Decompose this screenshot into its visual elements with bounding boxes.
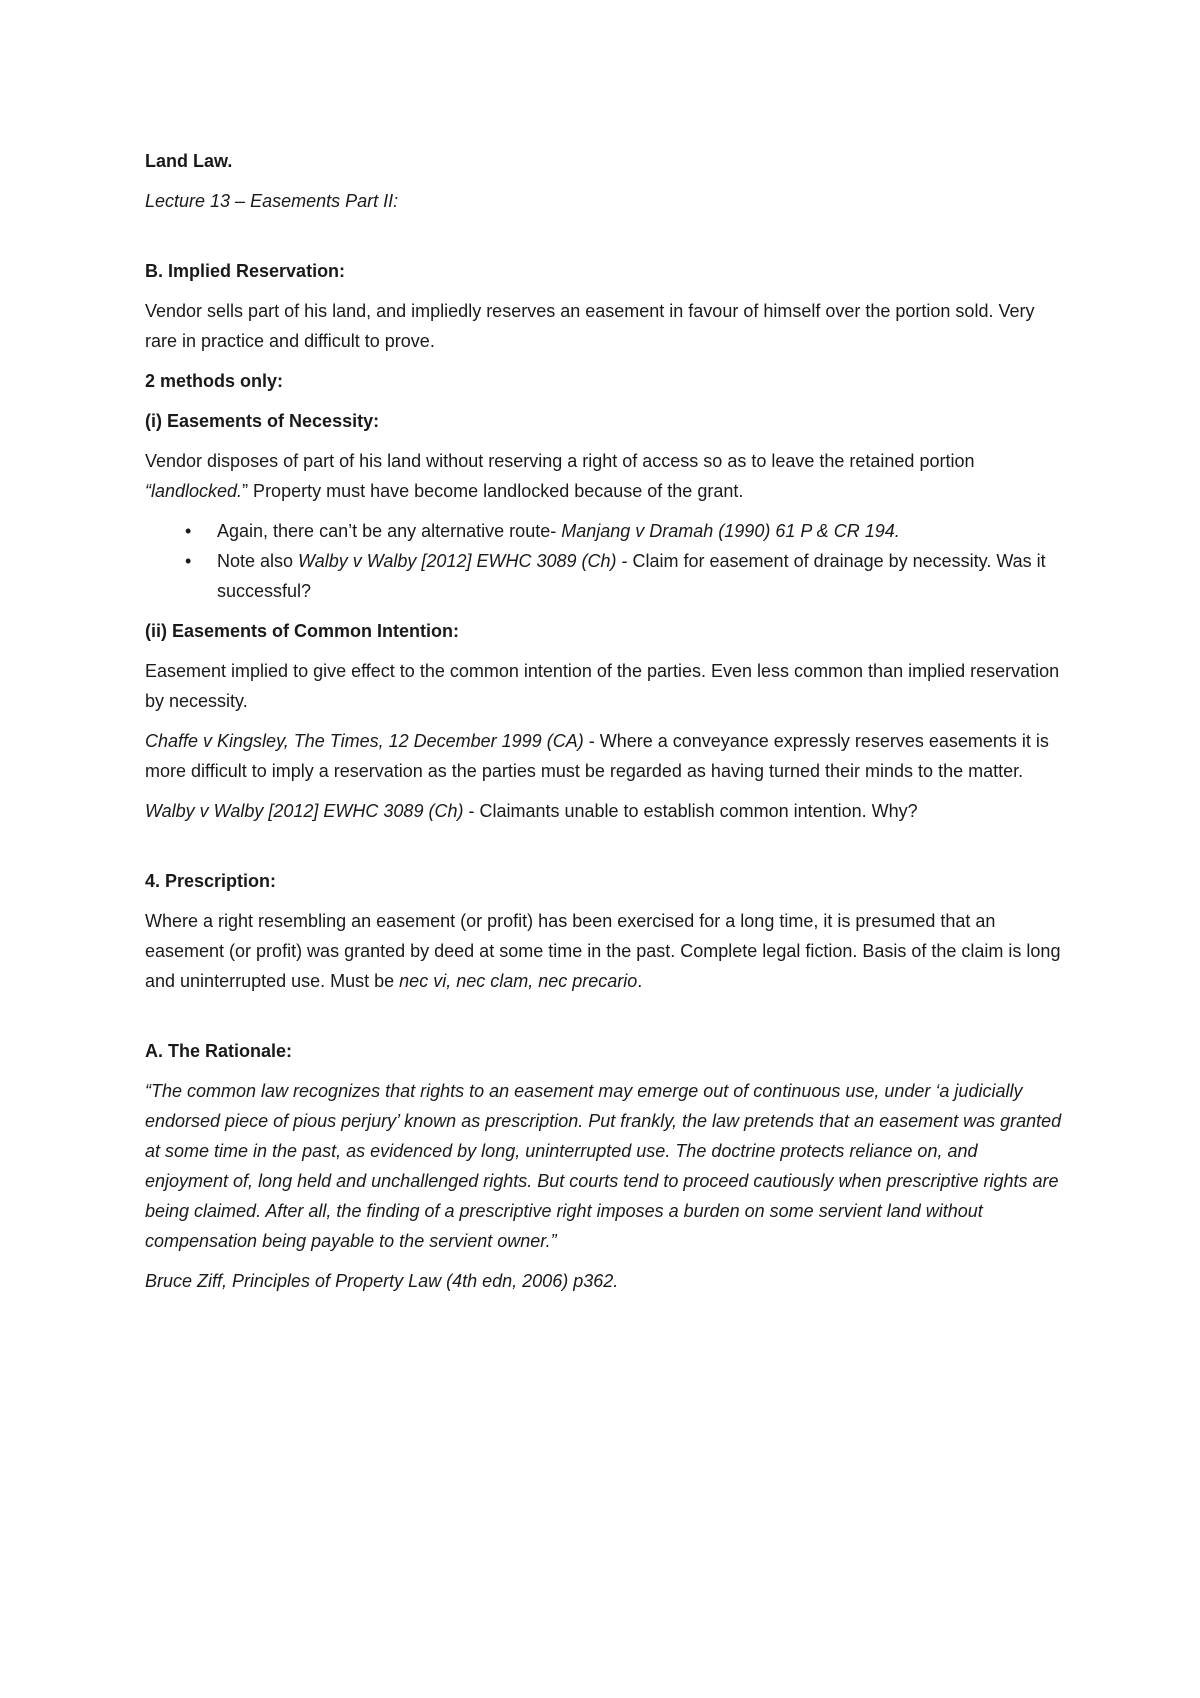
bullet-text: Note also [217, 551, 299, 571]
document-title: Land Law. [145, 151, 233, 171]
prescription-text-b: . [637, 971, 643, 991]
bullet-text: Again, there can’t be any alternative route- [217, 521, 562, 541]
prescription-paragraph [145, 906, 1065, 996]
necessity-paragraph [145, 446, 1065, 506]
list-item [145, 516, 1065, 546]
case-summary: - Claimants unable to establish common intention. Why? [463, 801, 918, 821]
prescription-text-a: Where a right resembling an easement (or profit) has been exercised for a long time, it is presumed that an easement (or profit) was granted by deed at some time in the past. Complete legal fiction. Basis of the claim is long and uninterrupted use. Must be [145, 911, 1061, 991]
list-item [145, 546, 1065, 606]
rationale-quote: “The common law recognizes that rights to an easement may emerge out of continuous use, under ‘a judicially endorsed piece of pious perjury’ known as prescription. Put frankly, the law pretends that an easement was granted at some time in the past, as evidenced by long, uninterrupted use. The doctrine protects reliance on, and enjoyment of, long held and unchallenged rights. But courts tend to proceed cautiously when prescriptive rights are being claimed. After all, the finding of a prescriptive right imposes a burden on some servient land without compensation being payable to the servient owner.” [145, 1081, 1062, 1251]
necessity-text-landlocked: “landlocked. [145, 481, 243, 501]
necessity-heading: (i) Easements of Necessity: [145, 411, 380, 431]
case-citation: Chaffe v Kingsley, The Times, 12 December 1999 (CA) [145, 731, 584, 751]
case-citation: Manjang v Dramah (1990) 61 P & CR 194. [561, 521, 900, 541]
bullet-icon: • [185, 521, 192, 541]
document-body [145, 146, 1065, 1296]
necessity-text-b: ” Property must have become landlocked because of the grant. [242, 481, 744, 501]
chaffe-case-paragraph [145, 726, 1065, 786]
common-intention-paragraph: Easement implied to give effect to the common intention of the parties. Even less common than implied reservation by necessity. [145, 661, 1060, 711]
walby-case-paragraph [145, 796, 1065, 826]
case-citation: Walby v Walby [2012] EWHC 3089 (Ch) [298, 551, 617, 571]
case-summary: - Where a conveyance expressly reserves easements it is more difficult to imply a reservation as the parties must be regarded as having turned their minds to the matter. [145, 731, 1049, 781]
rationale-heading: A. The Rationale: [145, 1041, 293, 1061]
necessity-bullet-list [145, 516, 1065, 606]
case-citation: Walby v Walby [2012] EWHC 3089 (Ch) [145, 801, 464, 821]
common-intention-heading: (ii) Easements of Common Intention: [145, 621, 460, 641]
latin-phrase: nec vi, nec clam, nec precario [399, 971, 638, 991]
implied-reservation-heading: B. Implied Reservation: [145, 261, 346, 281]
methods-heading: 2 methods only: [145, 371, 284, 391]
lecture-subtitle: Lecture 13 – Easements Part II: [145, 191, 399, 211]
prescription-heading: 4. Prescription: [145, 871, 277, 891]
quote-source: Bruce Ziff, Principles of Property Law (4th edn, 2006) p362. [145, 1271, 619, 1291]
necessity-text-a: Vendor disposes of part of his land without reserving a right of access so as to leave the retained portion [145, 451, 975, 471]
bullet-text-after: - Claim for easement of drainage by necessity. Was it successful? [217, 551, 1046, 601]
implied-reservation-intro: Vendor sells part of his land, and impliedly reserves an easement in favour of himself over the portion sold. Very rare in practice and difficult to prove. [145, 301, 1035, 351]
bullet-icon: • [185, 551, 192, 571]
